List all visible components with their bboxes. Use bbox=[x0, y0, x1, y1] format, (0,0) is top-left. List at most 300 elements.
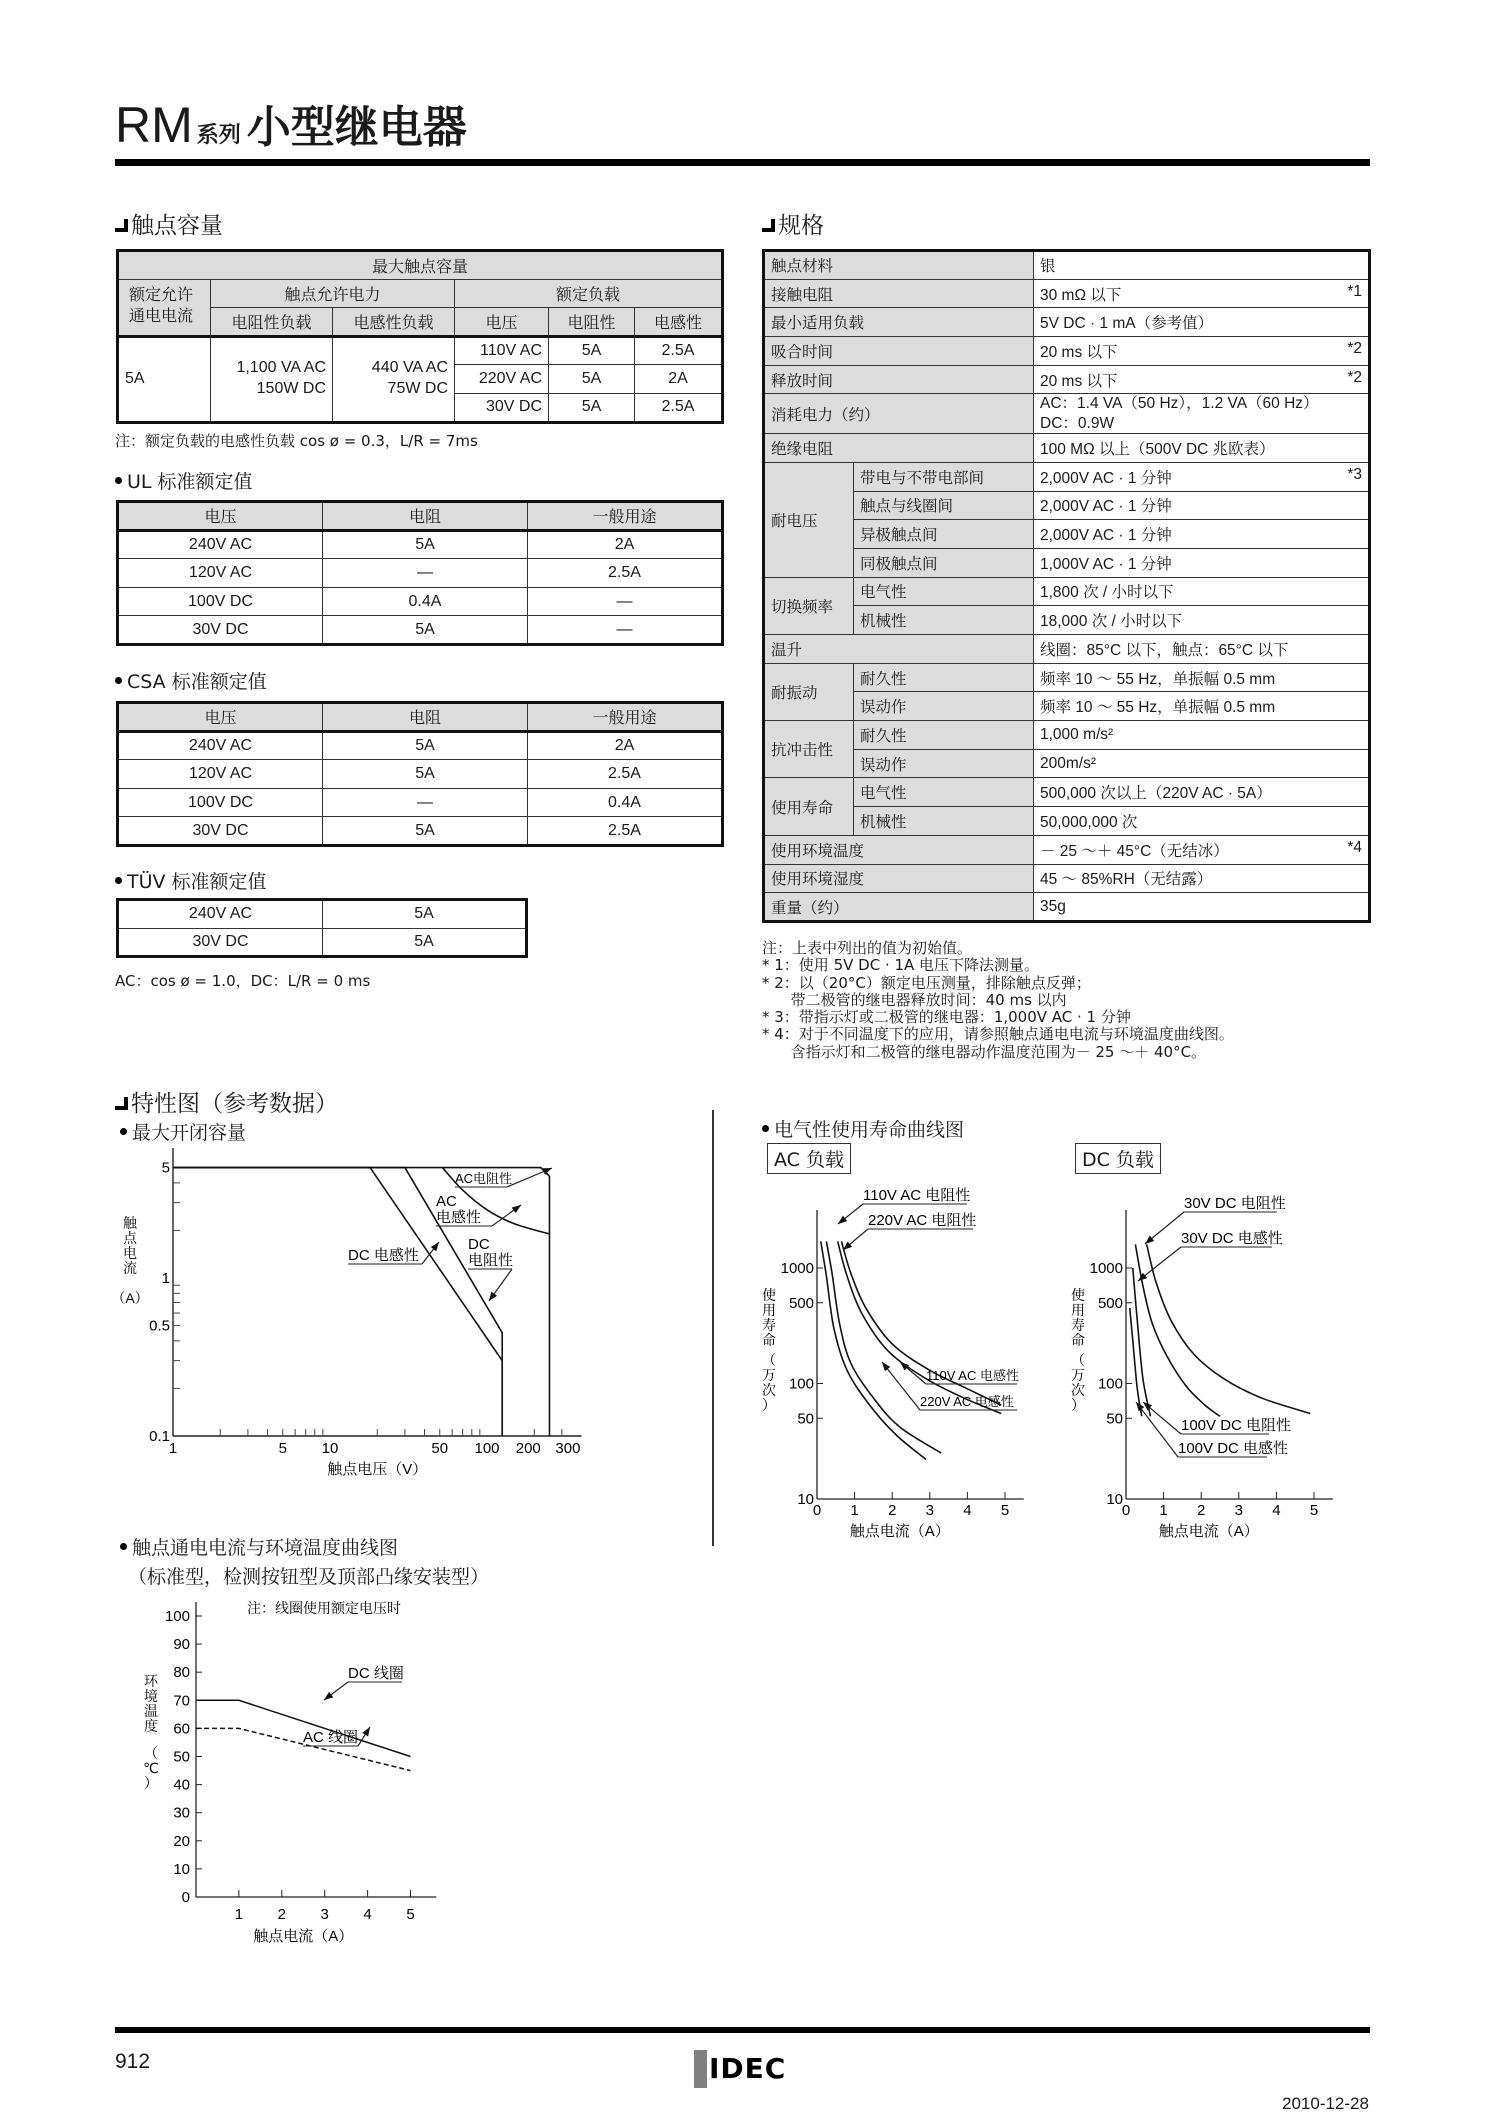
y-axis-label: ） bbox=[762, 1397, 776, 1413]
spec-group-label: 耐振动 bbox=[764, 663, 854, 720]
spec-sub-label: 机械性 bbox=[854, 606, 1034, 635]
table-row bbox=[118, 788, 723, 817]
spec-sub-label: 误动作 bbox=[854, 749, 1034, 778]
spec-row bbox=[764, 548, 1370, 577]
table-cell: 240V AC bbox=[118, 900, 323, 929]
load-voltage: 220V AC bbox=[455, 365, 549, 394]
spec-row bbox=[764, 491, 1370, 520]
series-3-arrowhead-icon bbox=[882, 1362, 890, 1371]
spec-row bbox=[764, 279, 1370, 308]
x-tick-label: 2 bbox=[1197, 1502, 1206, 1519]
column-header: 电阻 bbox=[323, 703, 528, 732]
spec-row bbox=[764, 749, 1370, 778]
table-cell: — bbox=[528, 587, 723, 616]
spec-value bbox=[1034, 308, 1370, 337]
x-tick-label: 200 bbox=[515, 1440, 541, 1457]
spec-value bbox=[1034, 251, 1370, 280]
footnote-ref: *2 bbox=[1347, 368, 1362, 386]
spec-value bbox=[1034, 520, 1370, 549]
table-cell: 2.5A bbox=[528, 760, 723, 789]
y-axis-label: （ bbox=[762, 1352, 776, 1368]
print-date: 2010-12-28 bbox=[1282, 2094, 1369, 2113]
spec-label: 释放时间 bbox=[764, 365, 1034, 394]
y-axis-label: 触 bbox=[123, 1215, 137, 1231]
temp-title-l2: （标准型，检测按钮型及顶部凸缘安装型） bbox=[128, 1566, 490, 1588]
spec-value-text: 频率 10 ～ 55 Hz，单振幅 0.5 mm bbox=[1040, 670, 1276, 688]
x-tick-label: 3 bbox=[925, 1502, 934, 1519]
series-label: 30V DC 电阻性 bbox=[1184, 1195, 1286, 1212]
footer-rule bbox=[115, 2027, 1370, 2033]
spec-value-text: 5V DC · 1 mA（参考值） bbox=[1040, 315, 1214, 333]
contact-capacity-table bbox=[116, 249, 724, 424]
header-rule bbox=[115, 159, 1370, 166]
spec-group-label: 使用寿命 bbox=[764, 778, 854, 835]
spec-note: * 1：使用 5V DC · 1A 电压下降法测量。 bbox=[762, 956, 1040, 975]
dc-inductive-arrowhead-icon bbox=[431, 1242, 439, 1251]
table-row bbox=[118, 587, 723, 616]
series-3-leader bbox=[882, 1362, 920, 1410]
section-box-icon bbox=[762, 219, 775, 232]
table-cell: 5A bbox=[323, 616, 528, 645]
spec-row bbox=[764, 520, 1370, 549]
inductive-power bbox=[333, 336, 455, 422]
x-tick-label: 300 bbox=[555, 1440, 581, 1457]
section-title: 规格 bbox=[778, 213, 824, 239]
y-axis-label: 次 bbox=[1071, 1382, 1085, 1398]
y-axis-label: 命 bbox=[762, 1332, 776, 1348]
spec-row bbox=[764, 692, 1370, 721]
y-axis-label: ） bbox=[144, 1775, 158, 1791]
spec-sub-label: 耐久性 bbox=[854, 663, 1034, 692]
inductive-power-dc: 75W DC bbox=[387, 380, 448, 398]
spec-value-text: 线圈：85°C 以下，触点：65°C 以下 bbox=[1040, 641, 1289, 659]
dc-resistive-arrowhead-icon bbox=[489, 1292, 497, 1301]
spec-row bbox=[764, 864, 1370, 893]
spec-value bbox=[1034, 864, 1370, 893]
ac-inductive-arrowhead-icon bbox=[512, 1205, 521, 1213]
x-tick-label: 1 bbox=[1159, 1502, 1168, 1519]
spec-value-text: － 25 ～＋ 45°C（无结冰） bbox=[1040, 842, 1229, 860]
spec-value-text: 银 bbox=[1040, 258, 1056, 276]
spec-row bbox=[764, 807, 1370, 836]
spec-label: 使用环境温度 bbox=[764, 835, 1034, 864]
load-voltage: 30V DC bbox=[455, 393, 549, 422]
col-inductive-load: 电感性负载 bbox=[333, 308, 455, 337]
series-0-arrowhead-icon bbox=[838, 1216, 847, 1224]
x-tick-label: 4 bbox=[1272, 1502, 1281, 1519]
series-line-1 bbox=[838, 1241, 1002, 1413]
y-axis-label: （ bbox=[144, 1745, 158, 1761]
table-cell: 30V DC bbox=[118, 928, 323, 957]
spec-value bbox=[1034, 663, 1370, 692]
life-dc-chart bbox=[1065, 1180, 1385, 1560]
life-curve-title bbox=[762, 1115, 964, 1142]
csa-title-text: CSA 标准额定值 bbox=[127, 671, 267, 693]
y-axis-label: 次 bbox=[762, 1382, 776, 1398]
spec-row bbox=[764, 635, 1370, 664]
ac-coil-arrowhead-icon bbox=[362, 1727, 370, 1736]
series-line-3 bbox=[173, 1168, 549, 1436]
spec-value bbox=[1034, 337, 1370, 366]
spec-label: 消耗电力（约） bbox=[764, 394, 1034, 434]
x-tick-label: 2 bbox=[888, 1502, 897, 1519]
page-title bbox=[115, 97, 467, 153]
table-cell: 5A bbox=[323, 900, 527, 929]
spec-value-text: 45 ～ 85%RH（无结露） bbox=[1040, 871, 1213, 889]
spec-value-text: 20 ms 以下 bbox=[1040, 372, 1118, 390]
table-cell: — bbox=[323, 788, 528, 817]
y-axis-label: 万 bbox=[762, 1367, 776, 1383]
x-tick-label: 1 bbox=[168, 1440, 178, 1457]
bullet-icon bbox=[115, 677, 122, 684]
y-axis-label: 寿 bbox=[1071, 1317, 1085, 1333]
column-header: 一般用途 bbox=[528, 703, 723, 732]
y-tick-label: 50 bbox=[797, 1410, 814, 1428]
header-row bbox=[118, 703, 723, 732]
col-inductive: 电感性 bbox=[635, 308, 723, 337]
series-label: DC 电感性 bbox=[348, 1247, 419, 1264]
table-cell: 240V AC bbox=[118, 530, 323, 559]
spec-row bbox=[764, 721, 1370, 750]
col-resistive-load: 电阻性负载 bbox=[211, 308, 333, 337]
table-cell: 0.4A bbox=[528, 788, 723, 817]
table-row bbox=[118, 760, 723, 789]
series-line-1 bbox=[1135, 1244, 1220, 1416]
y-tick-label: 500 bbox=[1097, 1294, 1123, 1312]
spec-note: * 2：以（20°C）额定电压测量，排除触点反弹； bbox=[762, 973, 1091, 992]
spec-value-text: 2,000V AC · 1 分钟 bbox=[1040, 469, 1172, 487]
spec-group-label: 抗冲击性 bbox=[764, 721, 854, 778]
load-resistive: 5A bbox=[549, 365, 635, 394]
y-tick-label: 30 bbox=[173, 1804, 190, 1822]
spec-value-text: 500,000 次以上（220V AC · 5A） bbox=[1040, 785, 1272, 803]
spec-sub-label: 耐久性 bbox=[854, 721, 1034, 750]
table-row bbox=[118, 616, 723, 645]
spec-value bbox=[1034, 394, 1370, 434]
bullet-icon bbox=[120, 1128, 127, 1135]
table-cell: 5A bbox=[323, 530, 528, 559]
spec-row bbox=[764, 462, 1370, 491]
y-axis-label: 用 bbox=[1071, 1302, 1085, 1318]
x-tick-label: 2 bbox=[277, 1906, 286, 1923]
y-tick-label: 10 bbox=[797, 1491, 814, 1508]
spec-value-text: 200m/s² bbox=[1040, 754, 1096, 772]
y-tick-label: 1 bbox=[161, 1270, 170, 1287]
table-cell: 5A bbox=[323, 928, 527, 957]
spec-row bbox=[764, 893, 1370, 922]
spec-value bbox=[1034, 279, 1370, 308]
y-tick-label: 100 bbox=[1097, 1375, 1123, 1393]
spec-row bbox=[764, 394, 1370, 434]
bullet-icon bbox=[762, 1125, 769, 1132]
x-tick-label: 4 bbox=[363, 1906, 372, 1923]
temp-title-l1 bbox=[120, 1533, 398, 1560]
spec-note: 带二极管的继电器释放时间：40 ms 以内 bbox=[762, 990, 1067, 1009]
product-name: 小型继电器 bbox=[246, 102, 467, 153]
series-label: 电感性 bbox=[436, 1209, 482, 1226]
bullet-icon bbox=[115, 877, 122, 884]
ul-title bbox=[115, 467, 253, 494]
x-tick-label: 1 bbox=[850, 1502, 859, 1519]
spec-value bbox=[1034, 491, 1370, 520]
table-cell: 5A bbox=[323, 817, 528, 846]
load-voltage: 110V AC bbox=[455, 336, 549, 365]
spec-label: 最小适用负载 bbox=[764, 308, 1034, 337]
y-axis-label: （A） bbox=[111, 1290, 149, 1306]
y-axis-label: 点 bbox=[123, 1230, 137, 1246]
y-axis-label: 使 bbox=[762, 1287, 776, 1303]
table-row bbox=[118, 817, 723, 846]
spec-value-text: AC：1.4 VA（50 Hz），1.2 VA（60 Hz） bbox=[1040, 395, 1319, 413]
dc-load-label: DC 负载 bbox=[1075, 1143, 1161, 1174]
y-axis-label: 万 bbox=[1071, 1367, 1085, 1383]
y-axis-label: 环 bbox=[144, 1673, 158, 1689]
series-line-3 bbox=[1130, 1308, 1142, 1416]
spec-label: 吸合时间 bbox=[764, 337, 1034, 366]
spec-value-text: 1,000 m/s² bbox=[1040, 725, 1114, 743]
spec-value-text: 100 MΩ 以上（500V DC 兆欧表） bbox=[1040, 441, 1275, 459]
load-resistive: 5A bbox=[549, 336, 635, 365]
y-axis-label: 寿 bbox=[762, 1317, 776, 1333]
series-label: AC bbox=[436, 1193, 457, 1210]
table-cell: 240V AC bbox=[118, 731, 323, 760]
y-axis-label: 温 bbox=[144, 1703, 158, 1719]
table-cell: 100V DC bbox=[118, 587, 323, 616]
spec-value bbox=[1034, 893, 1370, 922]
y-tick-label: 100 bbox=[788, 1375, 814, 1393]
spec-row bbox=[764, 663, 1370, 692]
series-line-3 bbox=[821, 1241, 926, 1459]
series-1-arrowhead-icon bbox=[1138, 1273, 1147, 1281]
series-label: 系列 bbox=[196, 123, 241, 148]
column-divider bbox=[712, 1110, 714, 1546]
y-axis-label: 度 bbox=[144, 1718, 158, 1734]
col-resistive: 电阻性 bbox=[549, 308, 635, 337]
series-3-leader bbox=[1136, 1402, 1178, 1457]
load-inductive: 2.5A bbox=[635, 336, 723, 365]
footnote-ref: *3 bbox=[1347, 465, 1362, 483]
group-load: 额定负载 bbox=[455, 279, 723, 308]
table-cell: 5A bbox=[323, 760, 528, 789]
temp-derating-chart bbox=[100, 1590, 560, 1970]
spec-value-text: 1,800 次 / 小时以下 bbox=[1040, 584, 1174, 602]
section-specs bbox=[762, 207, 824, 240]
spec-value bbox=[1034, 721, 1370, 750]
y-tick-label: 1000 bbox=[780, 1260, 814, 1277]
spec-label: 使用环境湿度 bbox=[764, 864, 1034, 893]
spec-row bbox=[764, 308, 1370, 337]
csa-table bbox=[116, 701, 724, 847]
table-cell: — bbox=[323, 559, 528, 588]
series-label: AC 线圈 bbox=[303, 1729, 359, 1746]
tuv-table bbox=[116, 898, 528, 958]
series-label: DC bbox=[468, 1236, 490, 1253]
y-axis-label: ℃ bbox=[143, 1760, 159, 1776]
spec-row bbox=[764, 337, 1370, 366]
series-label: 30V DC 电感性 bbox=[1181, 1230, 1283, 1247]
table-cell: 2A bbox=[528, 731, 723, 760]
y-tick-label: 90 bbox=[173, 1636, 190, 1654]
y-tick-label: 0.5 bbox=[149, 1317, 170, 1335]
col-rated-current bbox=[118, 279, 211, 336]
table-cell: 120V AC bbox=[118, 760, 323, 789]
csa-title bbox=[115, 667, 267, 694]
y-axis-label: 使 bbox=[1071, 1287, 1085, 1303]
series-label: 100V DC 电感性 bbox=[1178, 1440, 1289, 1457]
logo-text: IDEC bbox=[709, 2052, 787, 2085]
series-label: 电阻性 bbox=[468, 1252, 514, 1269]
rated-current-line1: 额定允许 bbox=[129, 287, 194, 305]
spec-note: 注：上表中列出的值为初始值。 bbox=[762, 939, 973, 957]
tuv-title-text: TÜV 标准额定值 bbox=[127, 871, 267, 893]
y-tick-label: 50 bbox=[173, 1748, 190, 1766]
spec-value bbox=[1034, 807, 1370, 836]
section-contact-capacity bbox=[115, 207, 223, 240]
series-label: 100V DC 电阻性 bbox=[1181, 1417, 1292, 1434]
series-label: DC 线圈 bbox=[348, 1665, 404, 1682]
table-row bbox=[118, 731, 723, 760]
table-cell: 5A bbox=[323, 731, 528, 760]
table-cell: 2.5A bbox=[528, 559, 723, 588]
spec-note: * 4：对于不同温度下的应用，请参照触点通电电流与环境温度曲线图。 bbox=[762, 1025, 1234, 1044]
spec-value bbox=[1034, 462, 1370, 491]
footnote-ref: *4 bbox=[1347, 838, 1362, 856]
max-switching-chart bbox=[100, 1140, 620, 1490]
spec-row bbox=[764, 606, 1370, 635]
x-axis-label: 触点电流（A） bbox=[1158, 1523, 1259, 1540]
spec-value bbox=[1034, 606, 1370, 635]
rated-current-line2: 通电电流 bbox=[129, 308, 194, 326]
resistive-power-ac: 1,100 VA AC bbox=[236, 359, 326, 377]
spec-value-text: DC：0.9W bbox=[1040, 414, 1115, 432]
table-row bbox=[118, 928, 527, 957]
life-ac-chart bbox=[755, 1180, 1075, 1560]
rated-current-value: 5A bbox=[118, 336, 211, 422]
max-switching-title-text: 最大开闭容量 bbox=[132, 1122, 247, 1144]
spec-value-text: 1,000V AC · 1 分钟 bbox=[1040, 555, 1172, 573]
group-power: 触点允许电力 bbox=[211, 279, 455, 308]
section-title: 触点容量 bbox=[131, 213, 223, 239]
column-header: 电压 bbox=[118, 502, 323, 531]
series-line-0 bbox=[1147, 1244, 1311, 1413]
spec-value bbox=[1034, 365, 1370, 394]
spec-value bbox=[1034, 749, 1370, 778]
y-tick-label: 0.1 bbox=[149, 1428, 170, 1445]
spec-value bbox=[1034, 835, 1370, 864]
y-axis-label: 命 bbox=[1071, 1332, 1085, 1348]
series-label: 110V AC 电阻性 bbox=[863, 1187, 971, 1204]
y-tick-label: 10 bbox=[1106, 1491, 1123, 1508]
spec-value-text: 20 ms 以下 bbox=[1040, 343, 1118, 361]
life-curve-title-text: 电气性使用寿命曲线图 bbox=[774, 1119, 965, 1141]
table-cell: 30V DC bbox=[118, 817, 323, 846]
table-cell: 2.5A bbox=[528, 817, 723, 846]
y-tick-label: 40 bbox=[173, 1776, 190, 1794]
footnote-ref: *2 bbox=[1347, 339, 1362, 357]
x-axis-label: 触点电流（A） bbox=[849, 1523, 950, 1540]
spec-note: * 3：带指示灯或二极管的继电器：1,000V AC · 1 分钟 bbox=[762, 1008, 1131, 1027]
spec-label: 温升 bbox=[764, 635, 1034, 664]
section-box-icon bbox=[115, 219, 128, 232]
spec-sub-label: 触点与线圈间 bbox=[854, 491, 1034, 520]
ul-table bbox=[116, 500, 724, 646]
temp-title-text: 触点通电电流与环境温度曲线图 bbox=[132, 1537, 399, 1559]
x-tick-label: 1 bbox=[234, 1906, 244, 1923]
table-cell: 120V AC bbox=[118, 559, 323, 588]
y-tick-label: 80 bbox=[173, 1664, 190, 1682]
x-tick-label: 5 bbox=[1000, 1502, 1010, 1519]
resistive-power bbox=[211, 336, 333, 422]
y-axis-label: 流 bbox=[123, 1260, 137, 1276]
spec-row bbox=[764, 365, 1370, 394]
load-inductive: 2A bbox=[635, 365, 723, 394]
table-row bbox=[118, 900, 527, 929]
ul-title-text: UL 标准额定值 bbox=[127, 471, 253, 493]
spec-value-text: 30 mΩ 以下 bbox=[1040, 286, 1122, 304]
series-label: AC电阻性 bbox=[455, 1171, 513, 1186]
x-tick-label: 5 bbox=[406, 1906, 415, 1923]
spec-note: 含指示灯和二极管的继电器动作温度范围为－ 25 ～＋ 40°C。 bbox=[762, 1042, 1207, 1061]
inductive-power-ac: 440 VA AC bbox=[371, 359, 448, 377]
y-axis-label: 用 bbox=[762, 1302, 776, 1318]
table-caption: 最大触点容量 bbox=[118, 251, 723, 280]
y-axis-label: （ bbox=[1071, 1352, 1085, 1368]
x-tick-label: 3 bbox=[1234, 1502, 1243, 1519]
series-line-2 bbox=[1133, 1268, 1151, 1416]
series-code: RM bbox=[115, 97, 193, 153]
x-tick-label: 50 bbox=[431, 1440, 449, 1457]
load-inductive: 2.5A bbox=[635, 393, 723, 422]
series-label: 110V AC 电感性 bbox=[926, 1368, 1019, 1383]
column-header: 电阻 bbox=[323, 502, 528, 531]
col-voltage: 电压 bbox=[455, 308, 549, 337]
resistive-power-dc: 150W DC bbox=[256, 380, 326, 398]
spec-row bbox=[764, 251, 1370, 280]
x-tick-label: 10 bbox=[321, 1440, 339, 1457]
y-tick-label: 0 bbox=[181, 1889, 190, 1906]
spec-row bbox=[764, 835, 1370, 864]
spec-group-label: 耐电压 bbox=[764, 462, 854, 577]
spec-sub-label: 异极触点间 bbox=[854, 520, 1034, 549]
section-box-icon bbox=[115, 1097, 128, 1110]
spec-sub-label: 误动作 bbox=[854, 692, 1034, 721]
spec-value bbox=[1034, 778, 1370, 807]
ac-load-label: AC 负载 bbox=[767, 1143, 851, 1174]
y-tick-label: 100 bbox=[164, 1608, 190, 1625]
y-tick-label: 10 bbox=[173, 1860, 190, 1878]
idec-logo bbox=[694, 2050, 804, 2088]
tuv-title bbox=[115, 867, 267, 894]
series-label: 220V AC 电感性 bbox=[920, 1394, 1014, 1409]
y-tick-label: 20 bbox=[173, 1832, 190, 1850]
y-tick-label: 500 bbox=[788, 1294, 814, 1312]
table-cell: — bbox=[528, 616, 723, 645]
spec-value bbox=[1034, 434, 1370, 463]
header-row bbox=[118, 502, 723, 531]
spec-label: 绝缘电阻 bbox=[764, 434, 1034, 463]
spec-sub-label: 电气性 bbox=[854, 577, 1034, 606]
spec-sub-label: 带电与不带电部间 bbox=[854, 462, 1034, 491]
chart-annotation: 注：线圈使用额定电压时 bbox=[247, 1600, 401, 1616]
x-axis-label: 触点电流（A） bbox=[253, 1928, 354, 1945]
footnote-ref: *1 bbox=[1347, 282, 1362, 300]
spec-label: 重量（约） bbox=[764, 893, 1034, 922]
column-header: 电压 bbox=[118, 703, 323, 732]
spec-sub-label: 机械性 bbox=[854, 807, 1034, 836]
y-tick-label: 70 bbox=[173, 1692, 190, 1710]
spec-value-text: 频率 10 ～ 55 Hz，单振幅 0.5 mm bbox=[1040, 699, 1276, 717]
y-axis-label: 境 bbox=[144, 1688, 158, 1704]
